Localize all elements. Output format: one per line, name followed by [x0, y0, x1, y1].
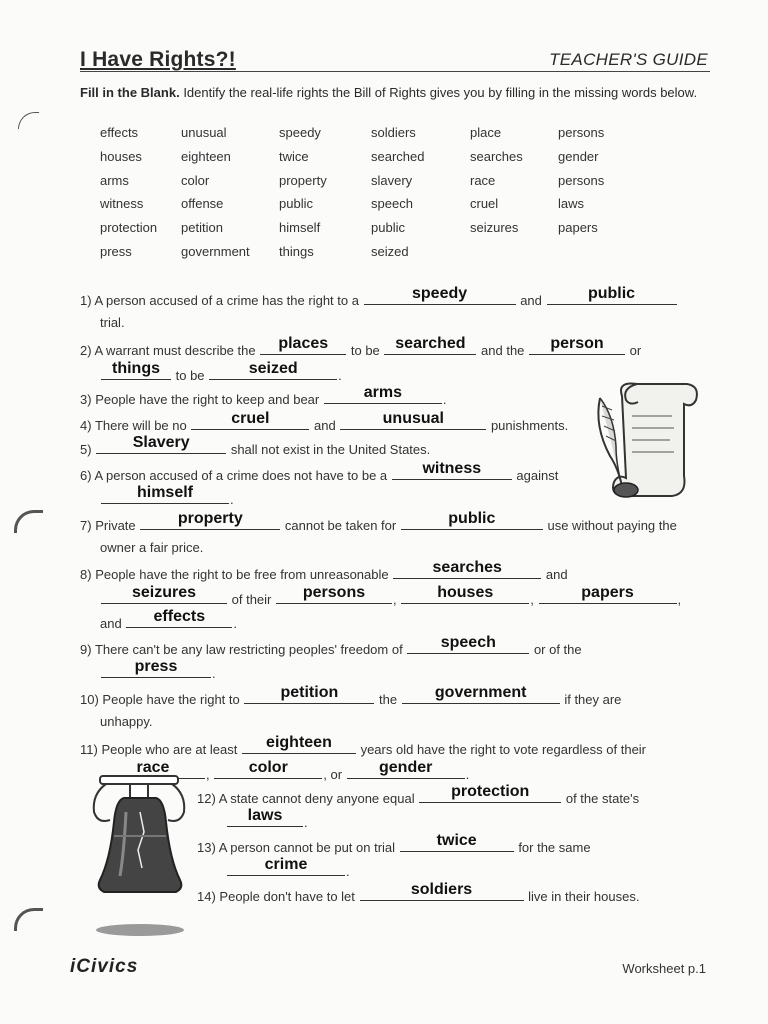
answer: eighteen — [266, 734, 332, 751]
question-8 — [80, 559, 568, 582]
question-text: for the same — [518, 840, 591, 855]
question-text: A state cannot deny anyone equal — [218, 791, 415, 806]
answer: race — [136, 759, 170, 776]
question-10-continuation: unhappy. — [100, 714, 153, 729]
question-2 — [80, 335, 642, 358]
answer-blank[interactable] — [126, 608, 232, 628]
answer-blank[interactable] — [364, 285, 516, 305]
question-text: to be — [350, 343, 380, 358]
answer: press — [134, 658, 178, 675]
question-13-continuation — [226, 856, 350, 879]
question-text: People who are at least — [101, 742, 238, 757]
answer-blank[interactable] — [401, 584, 529, 604]
question-3 — [80, 384, 447, 407]
answer: protection — [451, 783, 530, 800]
answer: places — [278, 335, 329, 352]
answer-blank[interactable] — [101, 360, 171, 380]
question-6 — [80, 460, 559, 483]
question-number: 2) — [80, 343, 92, 358]
answer-blank[interactable] — [242, 734, 356, 754]
answer-blank[interactable] — [244, 684, 374, 704]
bank-word: unusual — [181, 125, 227, 140]
answer: public — [448, 510, 496, 527]
answer: things — [112, 360, 160, 377]
answer-blank[interactable] — [407, 634, 529, 654]
question-12 — [197, 783, 640, 806]
question-text: Private — [95, 518, 136, 533]
answer-blank[interactable] — [347, 759, 465, 779]
instructions — [80, 84, 700, 101]
answer: persons — [302, 584, 366, 601]
answer: property — [177, 510, 243, 527]
question-text: live in their houses. — [528, 889, 640, 904]
bank-word: gender — [558, 149, 599, 164]
bank-word: searched — [371, 149, 425, 164]
page-number: Worksheet p.1 — [622, 961, 706, 976]
bank-word: protection — [100, 220, 158, 235]
answer-blank[interactable] — [401, 510, 543, 530]
question-text: . — [338, 368, 342, 383]
answer: unusual — [382, 410, 444, 427]
answer: effects — [153, 608, 206, 625]
bank-word: slavery — [371, 173, 413, 188]
answer-blank[interactable] — [227, 856, 345, 876]
question-text: the — [379, 692, 398, 707]
question-text: or of the — [533, 642, 582, 657]
bank-word: press — [100, 244, 132, 259]
question-number: 10) — [80, 692, 99, 707]
bank-word: things — [279, 244, 314, 259]
question-8-continuation-2 — [100, 608, 237, 631]
answer-blank[interactable] — [547, 285, 677, 305]
answer-blank[interactable] — [392, 460, 512, 480]
question-text: or — [629, 343, 642, 358]
answer: color — [248, 759, 288, 776]
comma: , — [530, 592, 534, 607]
question-text: cannot be taken for — [284, 518, 397, 533]
comma: , — [677, 592, 682, 607]
answer-blank[interactable] — [214, 759, 322, 779]
question-text: A person cannot be put on trial — [218, 840, 396, 855]
bank-word: property — [279, 173, 327, 188]
answer-blank[interactable] — [101, 584, 227, 604]
answer-blank[interactable] — [260, 335, 346, 355]
answer-blank[interactable] — [360, 881, 524, 901]
answer: searches — [432, 559, 502, 576]
bank-word: color — [181, 173, 210, 188]
answer: petition — [280, 684, 339, 701]
question-4 — [80, 410, 569, 433]
answer-blank[interactable] — [96, 434, 226, 454]
question-8-continuation — [100, 584, 682, 607]
answer-blank[interactable] — [101, 658, 211, 678]
question-7-continuation: owner a fair price. — [100, 540, 204, 555]
question-number: 14) — [197, 889, 216, 904]
answer-blank[interactable] — [393, 559, 541, 579]
bank-word: houses — [100, 149, 142, 164]
bank-word: speech — [371, 196, 413, 211]
question-9-continuation — [100, 658, 216, 681]
bank-word: seizures — [470, 220, 519, 235]
answer-blank[interactable] — [419, 783, 561, 803]
answer: cruel — [231, 410, 270, 427]
answer: papers — [581, 584, 634, 601]
answer-blank[interactable] — [140, 510, 280, 530]
question-number: 9) — [80, 642, 92, 657]
answer: speech — [440, 634, 496, 651]
question-text: There will be no — [94, 418, 187, 433]
bank-word: race — [470, 173, 496, 188]
answer-blank[interactable] — [209, 360, 337, 380]
question-text: and the — [481, 343, 525, 358]
bank-word: arms — [100, 173, 129, 188]
answer-blank[interactable] — [101, 484, 229, 504]
question-number: 1) — [80, 293, 92, 308]
bank-word: persons — [558, 125, 605, 140]
question-text: . — [304, 815, 308, 830]
question-text: punishments. — [490, 418, 569, 433]
question-7 — [80, 510, 677, 533]
question-text: shall not exist in the United States. — [230, 442, 431, 457]
bank-word: witness — [100, 196, 144, 211]
question-text: There can't be any law restricting peoples' freedom of — [94, 642, 403, 657]
question-text: . — [346, 864, 350, 879]
question-number: 12) — [197, 791, 216, 806]
question-number: 5) — [80, 442, 92, 457]
bank-word: offense — [181, 196, 224, 211]
bank-word: public — [279, 196, 313, 211]
answer-blank[interactable] — [400, 832, 514, 852]
question-text: A warrant must describe the — [94, 343, 256, 358]
question-text: A person accused of a crime has the right to a — [94, 293, 359, 308]
question-text: if they are — [564, 692, 622, 707]
instructions-text: Identify the real-life rights the Bill of Rights gives you by filling in the missing words below. — [183, 85, 698, 100]
bank-word: searches — [470, 149, 523, 164]
answer-blank[interactable] — [402, 684, 560, 704]
bank-word: government — [181, 244, 250, 259]
question-9 — [80, 634, 582, 657]
answer-blank[interactable] — [191, 410, 309, 430]
bank-word: eighteen — [181, 149, 231, 164]
hole-punch-icon — [18, 112, 39, 129]
question-text: , or — [323, 767, 343, 782]
bank-word: laws — [558, 196, 585, 211]
answer: houses — [437, 584, 494, 601]
bank-word: public — [371, 220, 405, 235]
answer: searched — [395, 335, 466, 352]
question-text: . — [465, 767, 470, 782]
bank-word: papers — [558, 220, 598, 235]
answer-blank[interactable] — [539, 584, 677, 604]
answer: witness — [422, 460, 482, 477]
hole-punch-icon — [14, 908, 43, 931]
hole-punch-icon — [14, 510, 43, 533]
comma: , — [393, 592, 397, 607]
question-12-continuation — [226, 807, 308, 830]
question-text: . — [233, 616, 237, 631]
scroll-quill-icon — [592, 376, 712, 506]
answer: himself — [136, 484, 193, 501]
question-5 — [80, 434, 431, 457]
question-14 — [197, 881, 640, 904]
answer: laws — [247, 807, 283, 824]
question-13 — [197, 832, 591, 855]
bank-word: place — [470, 125, 502, 140]
question-text: of their — [231, 592, 272, 607]
question-text: . — [212, 666, 216, 681]
title-divider — [80, 71, 710, 72]
question-text: People don't have to let — [219, 889, 355, 904]
question-text: years old have the right to vote regardless of their — [360, 742, 647, 757]
question-number: 11) — [80, 742, 98, 757]
instructions-lead: Fill in the Blank. — [80, 85, 180, 100]
bank-word: effects — [100, 125, 139, 140]
answer: soldiers — [410, 881, 473, 898]
answer: arms — [363, 384, 402, 401]
question-number: 4) — [80, 418, 92, 433]
answer-blank[interactable] — [340, 410, 486, 430]
answer: gender — [379, 759, 433, 776]
question-text: and — [545, 567, 568, 582]
question-11 — [80, 734, 647, 757]
bank-word: speedy — [279, 125, 321, 140]
teachers-guide-label: TEACHER'S GUIDE — [549, 50, 708, 69]
answer-blank[interactable] — [276, 584, 392, 604]
answer-blank[interactable] — [227, 807, 303, 827]
question-1-continuation: trial. — [100, 315, 125, 330]
question-text: against — [516, 468, 559, 483]
question-text: People have the right to — [102, 692, 240, 707]
question-2-continuation — [100, 360, 342, 383]
bank-word: persons — [558, 173, 605, 188]
question-text: and — [100, 616, 122, 631]
answer: speedy — [412, 285, 468, 302]
answer: public — [587, 285, 636, 302]
answer-blank[interactable] — [324, 384, 442, 404]
question-text: and — [520, 293, 542, 308]
question-text: to be — [175, 368, 205, 383]
bank-word: petition — [181, 220, 223, 235]
liberty-bell-icon — [86, 772, 192, 942]
question-text: use without paying the — [547, 518, 677, 533]
icivics-logo: iCivics — [70, 956, 139, 977]
answer: seized — [248, 360, 298, 377]
question-number: 3) — [80, 392, 92, 407]
bank-word: soldiers — [371, 125, 416, 140]
question-text: A person accused of a crime does not have to be a — [94, 468, 388, 483]
question-text: . — [230, 492, 234, 507]
bank-word: himself — [279, 220, 321, 235]
answer: crime — [264, 856, 308, 873]
question-number: 8) — [80, 567, 92, 582]
question-text: People have the right to keep and bear — [95, 392, 320, 407]
answer: twice — [436, 832, 477, 849]
question-number: 13) — [197, 840, 216, 855]
answer: seizures — [131, 584, 197, 601]
question-text: People have the right to be free from unreasonable — [95, 567, 389, 582]
question-number: 7) — [80, 518, 92, 533]
question-6-continuation — [100, 484, 234, 507]
question-1 — [80, 285, 678, 308]
question-text: . — [442, 392, 447, 407]
question-text: of the state's — [565, 791, 640, 806]
question-text: and — [313, 418, 336, 433]
bank-word: seized — [371, 244, 409, 259]
page-title: I Have Rights?! — [80, 48, 236, 71]
answer-blank[interactable] — [384, 335, 476, 355]
answer: person — [550, 335, 604, 352]
comma: , — [206, 767, 210, 782]
bank-word: cruel — [470, 196, 499, 211]
bank-word: twice — [279, 149, 309, 164]
question-number: 6) — [80, 468, 92, 483]
answer: government — [434, 684, 527, 701]
answer: Slavery — [132, 434, 190, 451]
question-10 — [80, 684, 622, 707]
answer-blank[interactable] — [529, 335, 625, 355]
